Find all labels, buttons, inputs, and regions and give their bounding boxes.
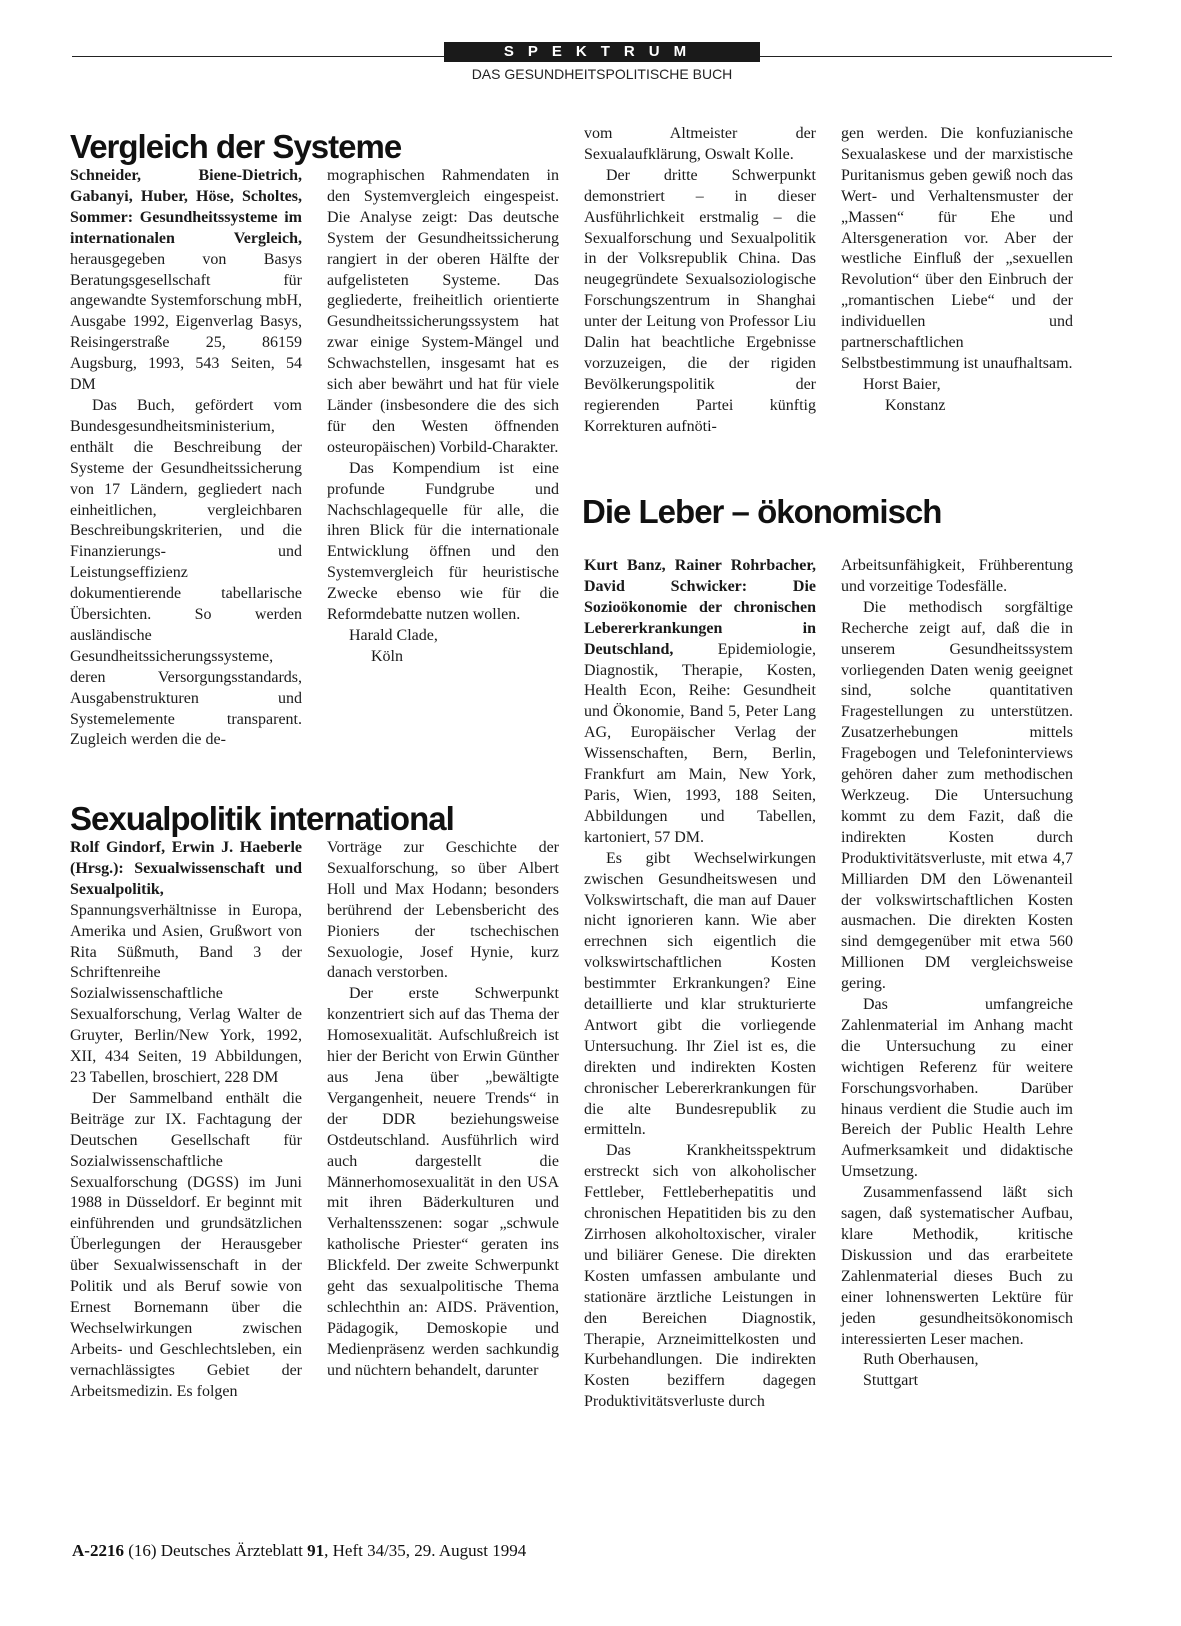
page-number: A-2216 bbox=[72, 1541, 124, 1560]
article1-column-2 bbox=[327, 166, 559, 668]
article2-column-3 bbox=[584, 124, 816, 438]
issue-date: , Heft 34/35, 29. August 1994 bbox=[324, 1541, 527, 1560]
article3-column-2 bbox=[841, 556, 1073, 1392]
article3-bib-bold: Kurt Banz, Rainer Rohrbacher, David Schwicker: Die Sozioökonomie der chronischen Lebererkrankungen in Deutschland, bbox=[584, 557, 816, 658]
journal-name: (16) Deutsches Ärzteblatt bbox=[123, 1541, 308, 1560]
article2-paragraph-3: Der dritte Schwerpunkt demonstriert – in dieser Ausführlichkeit erstmalig – die Sexualforschung und Sexualpolitik in der Volksrepublik China. Das neugegründete Sexualsoziologische Forschungszentrum in Shanghai unter der Leitung von Professor Liu Dalin hat beachtliche Ergebnisse vorzuzeigen, die der rigiden Bevölkerungspolitik der regierenden Partei künftig Korrekturen aufnöti- bbox=[584, 166, 816, 435]
page-footer bbox=[72, 1541, 526, 1561]
article1-column-1 bbox=[70, 166, 302, 751]
article2-bib-rest: Spannungsverhältnisse in Europa, Amerika und Asien, Grußwort von Rita Süßmuth, Band 3 der Schriftenreihe Sozialwissenschaftliche Sexualforschung, Verlag Walter de Gruyter, Berlin/New York, 1992, XII, 434 Seiten, 19 Abbildungen, 23 Tabellen, broschiert, 228 DM bbox=[70, 901, 302, 1086]
article2-bibliography bbox=[70, 838, 302, 1089]
article2-column-4 bbox=[841, 124, 1073, 417]
section-label: SPEKTRUM bbox=[444, 42, 760, 62]
article2-paragraph-1: Der Sammelband enthält die Beiträge zur IX. Fachtagung der Deutschen Gesellschaft für Sozialwissenschaftliche Sexualforschung (DGSS) im Juni 1988 in Düsseldorf. Er beginnt mit einführenden und grundsätzlichen Überlegungen der Herausgeber über Sexualwissenschaft in der Politik und als Beruf sowie von Ernest Bornemann über die Wechselwirkungen zwischen Arbeits- und Geschlechtsleben, ein vernachlässigtes Gebiet der Arbeitsmedizin. Es folgen bbox=[70, 1089, 302, 1400]
article1-author: Harald Clade, bbox=[349, 626, 438, 644]
section-subtitle: DAS GESUNDHEITSPOLITISCHE BUCH bbox=[471, 66, 733, 82]
article3-paragraph-1: Es gibt Wechselwirkungen zwischen Gesundheitswesen und Volkswirtschaft, die man auf Dauer nicht ignorieren kann. Wie aber errechnen sich eigentlich die volkswirtschaftlichen Kosten bestimmter Erkrankungen? Eine detaillierte und klar strukturierte Antwort gibt die vorliegende Untersuchung. Ihr Ziel ist es, die direkten und indirekten Kosten chronischer Lebererkrankungen für die alte Bundesrepublik zu ermitteln. bbox=[584, 849, 816, 1139]
article2-paragraph-2-cont: vom Altmeister der Sexualaufklärung, Oswalt Kolle. bbox=[584, 125, 816, 163]
article1-paragraph-2: Das Kompendium ist eine profunde Fundgrube und Nachschlagequelle für alle, die ihren Blick für die internationale Entwicklung öffnen und den Systemvergleich für heuristische Zwecke ebenso wie für die Reformdebatte nutzen wollen. bbox=[327, 459, 559, 624]
article3-paragraph-5: Zusammenfassend läßt sich sagen, daß systematischer Aufbau, klare Methodik, kritische Diskussion und das erarbeitete Zahlenmaterial dieses Buch zu einer lohnenswerten Lektüre für jeden gesundheitsökonomisch interessierten Leser machen. bbox=[841, 1184, 1073, 1348]
article3-paragraph-2-cont: Arbeitsunfähigkeit, Frühberentung und vorzeitige Todesfälle. bbox=[841, 557, 1073, 595]
volume-number: 91 bbox=[307, 1541, 325, 1560]
article2-paragraph-1-cont: Vorträge zur Geschichte der Sexualforschung, so über Albert Holl und Max Hodann; besonders berührend der Lebensbericht des Pioniers der tschechischen Sexuologie, Josef Hynie, kurz danach verstorben. bbox=[327, 839, 559, 982]
article1-paragraph-1: Das Buch, gefördert vom Bundesgesundheitsministerium, enthält die Beschreibung der Systeme der Gesundheitssicherung von 17 Ländern, gegliedert nach einheitlichen, vergleichbaren Beschreibungskriterien, und die Finanzierungs- und Leistungseffizienz dokumentierende tabellarische Übersichten. So werden ausländische Gesundheitssicherungssysteme, deren Versorgungsstandards, Ausgabenstrukturen und Systemelemente transparent. Zugleich werden die de- bbox=[70, 396, 302, 749]
article3-paragraph-3: Die methodisch sorgfältige Recherche zeigt auf, daß die in unserem Gesundheitssystem vorliegenden Daten wenig geeignet sind, solche quantitativen Fragestellungen zu unterstützen. Zusatzerhebungen mittels Fragebogen und Telefoninterviews gehören daher zum methodischen Werkzeug. Die Untersuchung kommt zu dem Fazit, daß die indirekten Kosten durch Produktivitätsverluste, mit etwa 4,7 Milliarden DM den Löwenanteil der volkswirtschaftlichen Kosten ausmachen. Die direkten Kosten sind demgegenüber mit etwa 560 Millionen DM vergleichsweise gering. bbox=[841, 598, 1073, 993]
article3-paragraph-4: Das umfangreiche Zahlenmaterial im Anhang macht die Untersuchung zu einer wichtigen Referenz für weitere Forschungsvorhaben. Darüber hinaus verdient die Studie auch im Bereich der Public Health Lehre Aufmerksamkeit und didaktische Umsetzung. bbox=[841, 996, 1073, 1181]
article3-city: Stuttgart bbox=[863, 1372, 919, 1390]
article3-paragraph-2: Das Krankheitsspektrum erstreckt sich von alkoholischer Fettleber, Fettleberhepatitis und chronischen Hepatitiden bis zu den Zirrhosen alkoholtoxischer, viraler und biliärer Genese. Die direkten Kosten umfassen ambulante und stationäre ärztliche Leistungen in den Bereichen Diagnostik, Therapie, Arzneimittelkosten und Kurbehandlungen. Die indirekten Kosten beziffern dagegen Produktivitätsverluste durch bbox=[584, 1142, 816, 1411]
article3-author: Ruth Oberhausen, bbox=[863, 1351, 979, 1369]
article-title-vergleich: Vergleich der Systeme bbox=[70, 128, 402, 165]
article1-bibliography bbox=[70, 166, 302, 396]
article1-paragraph-1-cont: mographischen Rahmendaten in den Systemvergleich eingespeist. Die Analyse zeigt: Das deutsche System der Gesundheitssicherung rangiert in der oberen Hälfte der aufgelisteten Systeme. Das gegliederte, freiheitlich orientierte Gesundheitssicherungssystem hat zwar einige System-Mängel und Schwachstellen, insgesamt hat es sich aber bewährt und hat für viele Länder (insbesondere die des sich für den Westen öffnenden osteuropäischen) Vorbild-Charakter. bbox=[327, 167, 559, 456]
article1-city: Köln bbox=[371, 647, 403, 665]
article3-bibliography bbox=[584, 556, 816, 849]
article2-city: Konstanz bbox=[885, 396, 946, 414]
article2-author: Horst Baier, bbox=[863, 375, 941, 393]
article2-bib-bold: Rolf Gindorf, Erwin J. Haeberle (Hrsg.): Sexualwissenschaft und Sexualpolitik, bbox=[70, 839, 302, 898]
article1-bib-rest: herausgegeben von Basys Beratungsgesellschaft für angewandte Systemforschung mbH, Ausgabe 1992, Eigenverlag Basys, Reisingerstraße 25, 86159 Augsburg, 1993, 543 Seiten, 54 DM bbox=[70, 250, 302, 394]
article-title-leber: Die Leber – ökonomisch bbox=[582, 493, 942, 530]
article1-bib-bold: Schneider, Biene-Dietrich, Gabanyi, Huber, Höse, Scholtes, Sommer: Gesundheitssysteme im internationalen Vergleich, bbox=[70, 167, 302, 247]
article2-paragraph-3-cont: gen werden. Die konfuzianische Sexualaskese und der marxistische Puritanismus geben gewiß noch das Wert- und Verhaltensmuster der „Massen“ für Ehe und Altersgeneration vor. Aber der westliche Einfluß der „sexuellen Revolution“ über den Einbruch der „romantischen Liebe“ und der individuellen und partnerschaftlichen Selbstbestimmung ist unaufhaltsam. bbox=[841, 125, 1073, 372]
article-title-sexualpolitik: Sexualpolitik international bbox=[70, 800, 454, 837]
article3-column-1 bbox=[584, 556, 816, 1413]
article2-paragraph-2: Der erste Schwerpunkt konzentriert sich auf das Thema der Homosexualität. Aufschlußreich ist hier der Bericht von Erwin Günther aus Jena über „bewältigte Vergangenheit, neuere Trends“ in der DDR beziehungsweise Ostdeutschland. Ausführlich wird auch dargestellt die Männerhomosexualität in den USA mit ihren Bäderkulturen und Verhaltensszenen: sogar „schwule katholische Priester“ geraten ins Blickfeld. Der zweite Schwerpunkt geht das sexualpolitische Thema schlechthin an: AIDS. Prävention, Pädagogik, Demoskopie und Medienpräsenz werden sachkundig und nüchtern behandelt, darunter bbox=[327, 985, 559, 1379]
article3-bib-rest: Epidemiologie, Diagnostik, Therapie, Kosten, Health Econ, Reihe: Gesundheit und Ökonomie, Band 5, Peter Lang AG, Europäischer Verlag der Wissenschaften, Bern, Berlin, Frankfurt am Main, New York, Paris, Wien, 1993, 188 Seiten, Abbildungen und Tabellen, kartoniert, 57 DM. bbox=[584, 640, 816, 846]
article2-column-1 bbox=[70, 838, 302, 1402]
article2-column-2 bbox=[327, 838, 559, 1382]
